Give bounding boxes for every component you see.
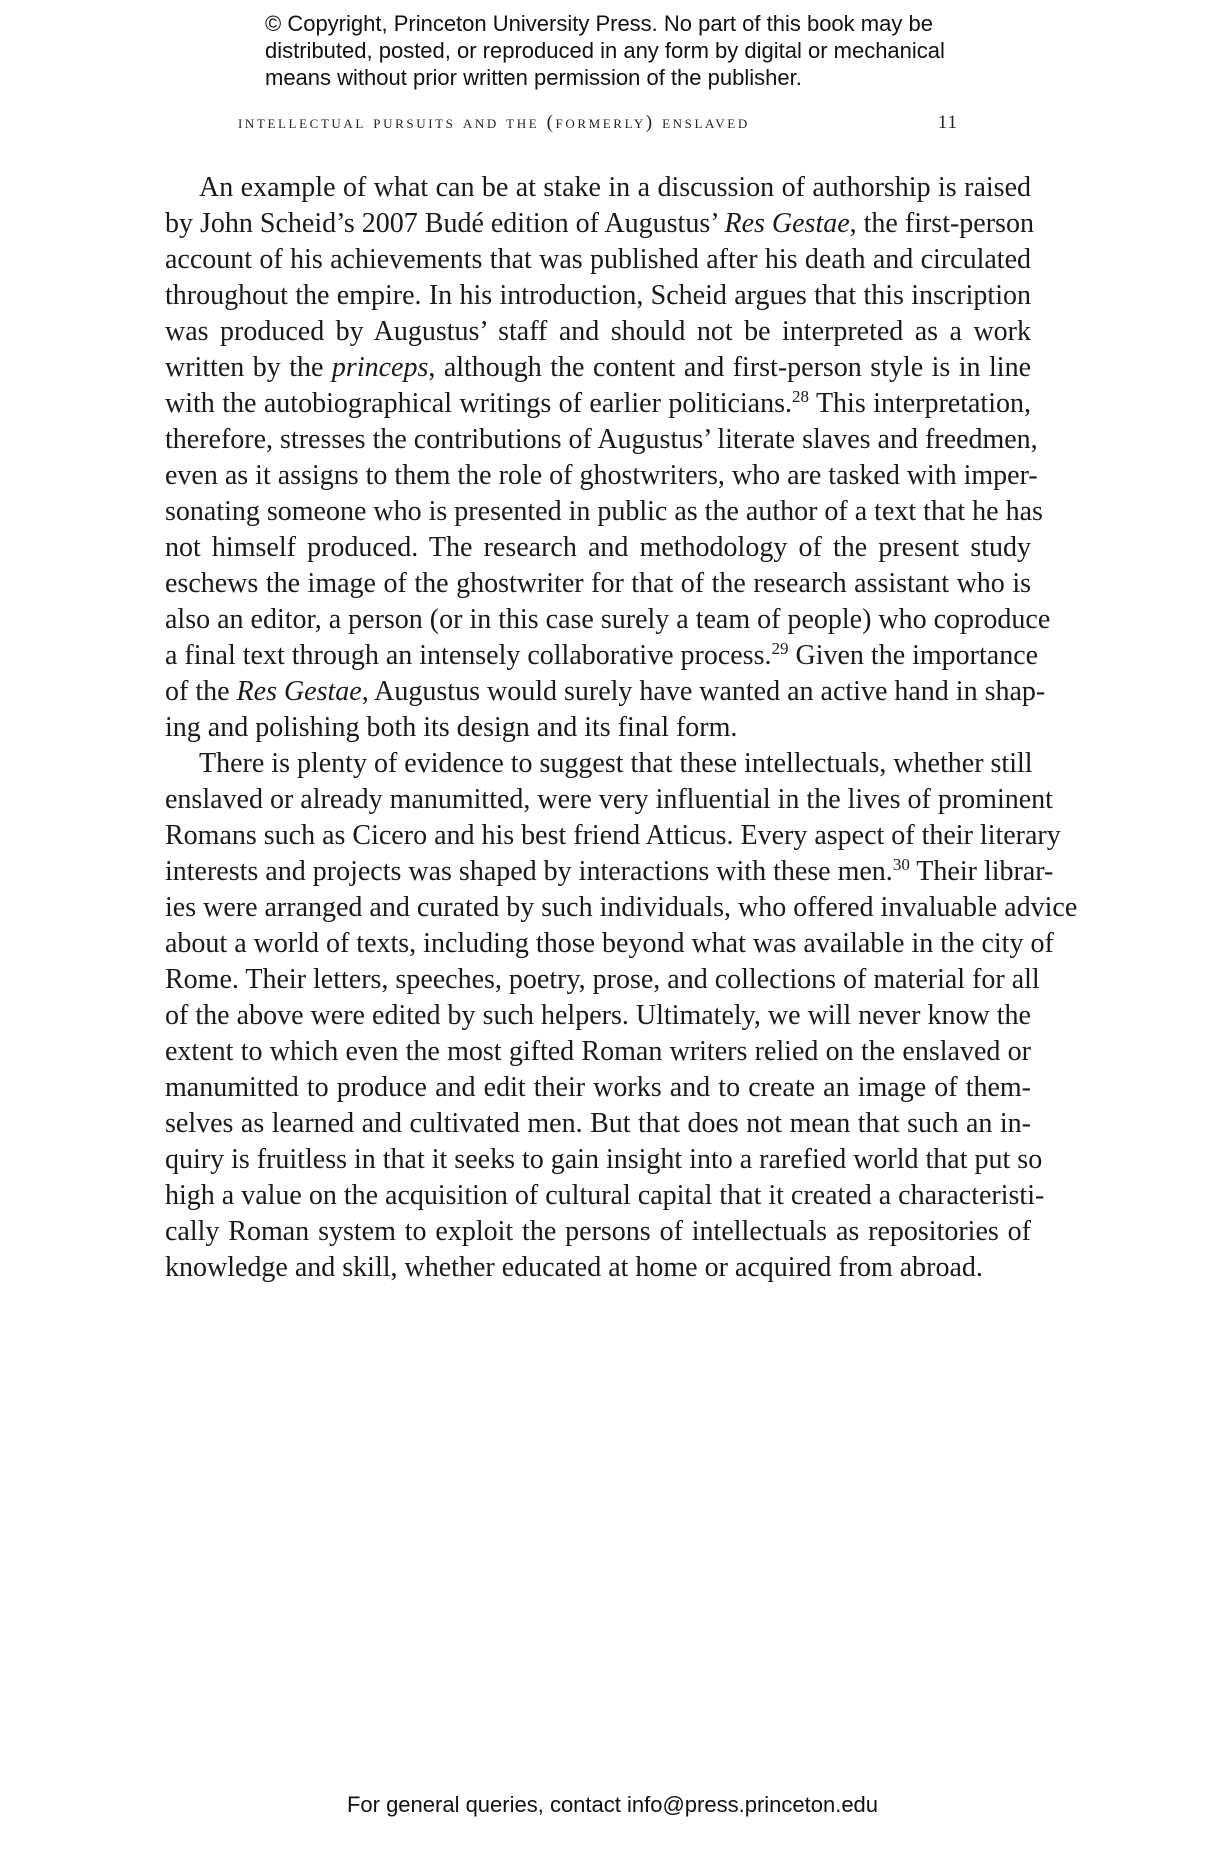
paragraph [165,746,1078,1286]
text-run: with the autobiographical writings of earlier politicians. [165,388,793,419]
copyright-line: © Copyright, Princeton University Press. No part of this book may be [265,11,933,36]
text-run: interests and projects was shaped by interactions with these men. [165,856,893,887]
text-run: Their librar- [909,856,1054,887]
text-line: high a value on the acquisition of cultural capital that it created a characteristi- [165,1180,1045,1211]
text-run: , Augustus would surely have wanted an active hand in shap- [361,676,1046,707]
text-line: sonating someone who is presented in public as the author of a text that he has [165,496,1043,527]
text-line [165,206,1034,242]
text-line: extent to which even the most gifted Roman writers relied on the enslaved or [165,1036,1031,1067]
text-run: written by the [165,352,332,383]
text-run: , the first-person [849,208,1034,239]
text-line: knowledge and skill, whether educated at home or acquired from abroad. [165,1252,983,1283]
text-line: cally Roman system to exploit the persons of intellectuals as repositories of [165,1216,1031,1247]
text-line [165,674,1046,710]
text-line: was produced by Augustus’ staff and should not be interpreted as a work [165,316,1031,347]
text-line: Rome. Their letters, speeches, poetry, prose, and collections of material for all [165,964,1040,995]
text-line: not himself produced. The research and methodology of the present study [165,532,1031,563]
text-line: ing and polishing both its design and its final form. [165,712,738,743]
italic-term: princeps [331,352,429,383]
body-text [165,170,1078,1286]
text-run: Given the importance [788,640,1039,671]
footnote-ref: 28 [792,387,810,406]
text-line: throughout the empire. In his introduction, Scheid argues that this inscription [165,280,1031,311]
text-line [165,638,1039,674]
text-line: enslaved or already manumitted, were very influential in the lives of prominent [165,784,1053,815]
text-line: An example of what can be at stake in a discussion of authorship is raised [199,172,1031,203]
text-line: There is plenty of evidence to suggest that these intellectuals, whether still [199,748,1033,779]
italic-title: Res Gestae [724,208,850,239]
text-line: about a world of texts, including those beyond what was available in the city of [165,928,1054,959]
running-head-title: intellectual pursuits and the (formerly) enslaved [238,112,750,133]
italic-title: Res Gestae [236,676,362,707]
footer-contact: For general queries, contact info@press.princeton.edu [346,1792,879,1817]
text-line: ies were arranged and curated by such individuals, who offered invaluable advice [165,892,1078,923]
footnote-ref: 30 [892,855,910,874]
text-line [165,350,1031,386]
text-line: quiry is fruitless in that it seeks to gain insight into a rarefied world that put so [165,1144,1043,1175]
text-line: of the above were edited by such helpers. Ultimately, we will never know the [165,1000,1031,1031]
text-line [165,386,1031,422]
text-line: Romans such as Cicero and his best friend Atticus. Every aspect of their literary [165,820,1061,851]
footnote-ref: 29 [771,639,789,658]
page-number: 11 [937,112,958,133]
text-line [165,854,1054,890]
text-line: therefore, stresses the contributions of Augustus’ literate slaves and freedmen, [165,424,1038,455]
text-run: by John Scheid’s 2007 Budé edition of Augustus’ [165,208,725,239]
text-run: a final text through an intensely collaborative process. [165,640,772,671]
text-run: of the [165,676,237,707]
paragraph [165,170,1051,746]
text-run: , although the content and first-person style is in line [428,352,1031,383]
running-head [238,112,958,134]
text-line: manumitted to produce and edit their works and to create an image of them- [165,1072,1031,1103]
text-run: This interpretation, [809,388,1031,419]
copyright-line: distributed, posted, or reproduced in any form by digital or mechanical [265,38,945,63]
text-line: selves as learned and cultivated men. But that does not mean that such an in- [165,1108,1031,1139]
text-line: even as it assigns to them the role of ghostwriters, who are tasked with imper- [165,460,1038,491]
text-line: account of his achievements that was published after his death and circulated [165,244,1031,275]
text-line: also an editor, a person (or in this case surely a team of people) who coproduce [165,604,1051,635]
copyright-line: means without prior written permission of the publisher. [265,65,802,90]
copyright-notice [265,10,1025,91]
text-line: eschews the image of the ghostwriter for that of the research assistant who is [165,568,1031,599]
